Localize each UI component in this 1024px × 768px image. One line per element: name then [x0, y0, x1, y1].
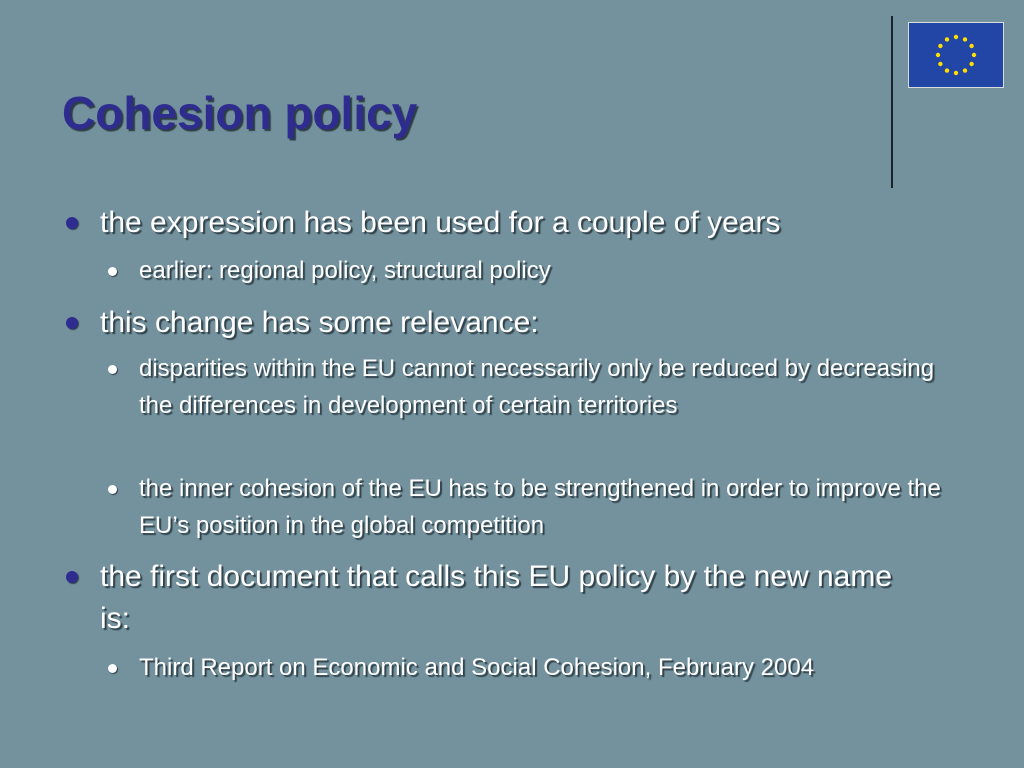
bullet-text: this change has some relevance: [100, 306, 539, 339]
title-divider [891, 16, 893, 188]
sub-bullet-item [139, 350, 939, 424]
sub-bullet-text: disparities within the EU cannot necessarily only be reduced by decreasing the differences in development of certain territories [139, 355, 935, 419]
sub-bullet-text: earlier: regional policy, structural policy [139, 257, 551, 284]
bullet-dot-icon [66, 317, 78, 329]
sub-bullet-dot-icon [108, 485, 117, 494]
sub-bullet-item [139, 252, 979, 289]
bullet-text: the first document that calls this EU policy by the new name is: [100, 560, 893, 635]
sub-bullet-item [139, 470, 969, 544]
bullet-dot-icon [66, 571, 78, 583]
sub-bullet-text: Third Report on Economic and Social Cohesion, February 2004 [139, 654, 815, 681]
sub-bullet-dot-icon [108, 365, 117, 374]
sub-bullet-text: the inner cohesion of the EU has to be strengthened in order to improve the EU’s position in the global competition [139, 475, 941, 539]
sub-bullet-dot-icon [108, 664, 117, 673]
eu-flag-icon [908, 22, 1004, 88]
bullet-text: the expression has been used for a couple of years [100, 206, 781, 239]
sub-bullet-dot-icon [108, 267, 117, 276]
sub-bullet-item [139, 649, 959, 686]
eu-flag-graphic [909, 23, 1003, 87]
bullet-item [100, 302, 980, 344]
bullet-item [100, 556, 920, 640]
eu-stars [936, 35, 976, 75]
bullet-dot-icon [66, 217, 78, 229]
slide-title: Cohesion policy [62, 87, 418, 139]
bullet-item [100, 202, 980, 244]
